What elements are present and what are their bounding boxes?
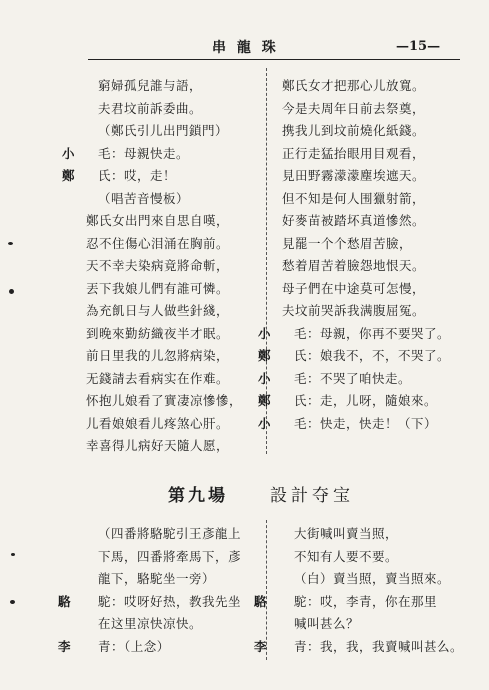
text-line: 毛：母親快走。 <box>98 145 190 161</box>
text-line: 鄭氏女才把那心儿放寬。 <box>282 78 426 93</box>
header-rule <box>88 59 460 60</box>
text-line: 前日里我的儿忽將病染， <box>86 348 230 363</box>
text-line: 毛：母親，你再不要哭了。 <box>294 325 451 341</box>
text-line: 夫坟前哭訴我满腹屈冤。 <box>282 303 426 318</box>
text-line: 毛：快走，快走！（下） <box>294 415 438 431</box>
text-line: 見罷一个个愁眉苦臉， <box>282 235 413 251</box>
text-line: 窮婦孤兒誰与語， <box>98 78 203 93</box>
text-line: 氏：娘我不，不，不哭了。 <box>294 348 451 363</box>
text-line: 龍下，駱駝坐一旁） <box>98 571 216 586</box>
text-line: 青：我，我，我賣喊叫甚么。 <box>294 638 464 654</box>
text-line: （白）賣当照，賣当照來。 <box>294 571 451 586</box>
text-line: 怀抱儿娘看了實凄凉慘慘， <box>86 393 243 408</box>
text-line: 鄭氏女出門來自思自嘆， <box>86 213 230 228</box>
text-line: 母子們在中途莫可怎慢， <box>282 280 426 296</box>
text-line: 好麥苗被踏坏真道慘然。 <box>282 213 426 228</box>
text-line: 忍不住傷心泪涌在胸前。 <box>86 235 230 251</box>
text-line: 儿看娘娘看儿疼煞心肝。 <box>86 415 230 431</box>
ink-smudge <box>8 242 13 245</box>
speaker-mark: 鄭 <box>258 348 271 363</box>
speaker-mark: 李 <box>254 638 267 654</box>
text-line: 天不幸夫染病竟將命斬， <box>86 258 230 273</box>
text-line: （四番將駱駝引王彥龍上 <box>98 526 242 541</box>
text-line: 下馬，四番將牽馬下，彥 <box>98 548 242 564</box>
text-line: 夫君坟前訴委曲。 <box>98 100 203 116</box>
scene-title: 設計夺宝 <box>270 486 354 506</box>
text-line: （鄭氏引儿出門鎖門） <box>98 123 229 138</box>
text-line: 到晚來勤紡織夜半才眠。 <box>86 325 230 341</box>
speaker-mark: 小 <box>258 325 271 341</box>
text-line: 无錢請去看病实在作难。 <box>86 370 230 386</box>
text-line: 在这里凉快凉快。 <box>98 616 203 631</box>
text-line: 愁着眉苦着臉怨地恨天。 <box>282 258 426 273</box>
speaker-mark: 鄭 <box>62 168 75 183</box>
ink-smudge <box>9 289 14 294</box>
text-line: 毛：不哭了咱快走。 <box>294 370 412 386</box>
text-line: 幸喜得儿病好天隨人愿， <box>86 438 230 453</box>
speaker-mark: 鄭 <box>258 393 271 408</box>
page-number: —15— <box>396 39 441 54</box>
speaker-mark: 駱 <box>254 593 267 609</box>
speaker-mark: 駱 <box>58 593 71 609</box>
text-line: 喊叫甚么？ <box>294 616 360 631</box>
text-line: 氏：哎，走！ <box>98 168 177 183</box>
text-line: （唱苦音慢板） <box>98 190 190 206</box>
scene-number: 第九場 <box>168 486 228 506</box>
text-line: 不知有人要不要。 <box>294 548 399 564</box>
text-line: 青：（上念） <box>98 638 170 654</box>
text-line: 為充飢日与人做些針綫， <box>86 303 230 318</box>
text-line: 大街喊叫賣当照， <box>294 526 399 541</box>
text-line: 今是夫周年日前去祭奠， <box>282 100 426 116</box>
text-line: 携我儿到坟前燒化紙錢。 <box>282 123 426 138</box>
speaker-mark: 小 <box>258 415 271 431</box>
text-line: 駝：哎呀好热，教我先坐 <box>98 593 242 609</box>
text-line: 駝：哎，李青，你在那里 <box>294 593 438 609</box>
text-line: 正行走猛抬眼用目观看， <box>282 145 426 161</box>
ink-smudge <box>11 553 15 556</box>
text-line: 見田野霧濛濛塵埃遮天。 <box>282 168 426 183</box>
speaker-mark: 李 <box>58 638 71 654</box>
text-line: 但不知是何人围獵射箭， <box>282 190 426 206</box>
speaker-mark: 小 <box>258 370 271 386</box>
text-line: 氏：走，儿呀，隨娘來。 <box>294 393 438 408</box>
text-line: 丟下我娘儿們有誰可憐。 <box>86 280 230 296</box>
ink-smudge <box>10 600 15 604</box>
book-title: 串 龍 珠 <box>212 40 279 56</box>
speaker-mark: 小 <box>62 145 75 161</box>
